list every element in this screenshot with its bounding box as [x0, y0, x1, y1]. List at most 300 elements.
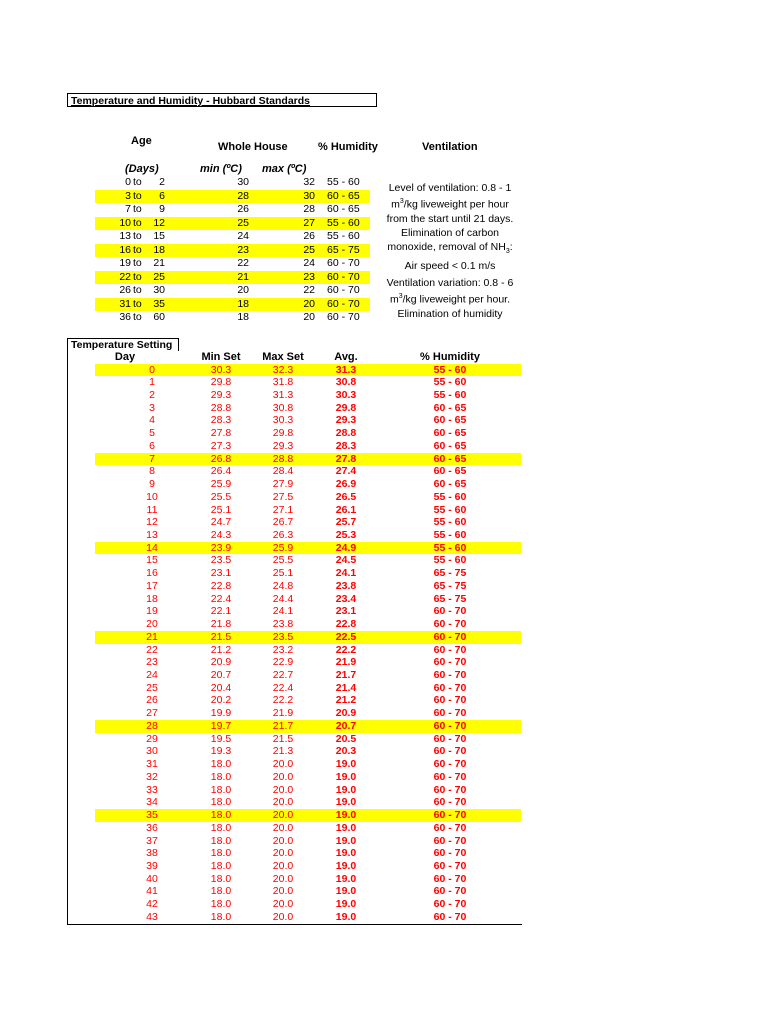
day-row — [95, 478, 521, 491]
humidity-cell: 60 - 70 — [433, 758, 467, 771]
max-temp: 22 — [303, 284, 315, 296]
day-row — [95, 516, 521, 529]
avg-cell: 19.0 — [335, 859, 357, 872]
age-row — [95, 244, 370, 257]
max-set-cell: 31.3 — [272, 388, 294, 401]
humidity-cell: 55 - 60 — [433, 528, 467, 541]
avg-cell: 25.3 — [335, 528, 357, 541]
vent-line: Air speed < 0.1 m/s — [404, 259, 496, 272]
humidity-cell: 60 - 70 — [433, 885, 467, 898]
humidity-cell: 60 - 70 — [433, 643, 467, 656]
day-row — [95, 529, 521, 542]
avg-cell: 23.1 — [335, 605, 357, 618]
to-label: to — [133, 257, 142, 269]
max-set-cell: 20.0 — [272, 847, 294, 860]
avg-cell: 27.8 — [335, 452, 357, 465]
day-cell: 27 — [146, 707, 158, 720]
humidity-cell: 60 - 70 — [433, 656, 467, 669]
day-cell: 22 — [146, 643, 158, 656]
day-row — [95, 885, 521, 898]
age-to: 6 — [159, 189, 165, 202]
day-row — [95, 860, 521, 873]
day-row — [95, 911, 521, 924]
humidity-range: 65 - 75 — [327, 243, 360, 256]
humidity-range: 55 - 60 — [327, 176, 360, 188]
to-label: to — [133, 203, 142, 215]
max-set-cell: 20.0 — [272, 796, 294, 809]
min-set-cell: 18.0 — [210, 821, 232, 834]
humidity-cell: 55 - 60 — [433, 363, 467, 376]
avg-cell: 22.5 — [335, 630, 357, 643]
humidity-cell: 55 - 60 — [433, 388, 467, 401]
min-set-cell: 21.2 — [210, 643, 232, 656]
age-header: Age — [131, 135, 152, 147]
max-set-cell: 30.8 — [272, 401, 294, 414]
max-temp: 32 — [303, 176, 315, 188]
age-from: 31 — [119, 297, 131, 310]
day-cell: 8 — [149, 465, 155, 478]
day-row — [95, 440, 521, 453]
age-row — [95, 230, 370, 243]
max-set-cell: 22.7 — [272, 669, 294, 682]
day-row — [95, 898, 521, 911]
max-set-cell: 22.2 — [272, 694, 294, 707]
age-to: 9 — [159, 203, 165, 215]
min-temp: 22 — [237, 257, 249, 269]
humidity-cell: 60 - 70 — [433, 847, 467, 860]
max-header: max (ºC) — [262, 163, 307, 175]
min-set-cell: 18.0 — [210, 872, 232, 885]
age-row — [95, 190, 370, 203]
humidity-range: 60 - 70 — [327, 270, 360, 283]
avg-cell: 29.8 — [335, 401, 357, 414]
humidity-header: % Humidity — [318, 141, 378, 153]
max-set-cell: 20.0 — [272, 809, 294, 822]
max-set-cell: 21.9 — [272, 707, 294, 720]
day-cell: 13 — [146, 528, 158, 541]
humidity-cell: 60 - 65 — [433, 414, 467, 427]
avg-cell: 24.1 — [335, 567, 357, 580]
to-label: to — [133, 230, 142, 242]
min-temp: 25 — [237, 216, 249, 229]
min-set-cell: 18.0 — [210, 809, 232, 822]
humidity-cell: 60 - 70 — [433, 618, 467, 631]
min-set-cell: 28.8 — [210, 401, 232, 414]
min-temp: 18 — [237, 297, 249, 310]
max-set-cell: 20.0 — [272, 910, 294, 923]
avg-cell: 31.3 — [335, 363, 357, 376]
day-cell: 2 — [149, 388, 155, 401]
max-temp: 23 — [303, 270, 315, 283]
max-set-cell: 32.3 — [272, 363, 294, 376]
day-cell: 5 — [149, 427, 155, 440]
avg-cell: 22.2 — [335, 643, 357, 656]
vent-line: $m^3/kg$ liveweight per hour. — [389, 293, 511, 306]
age-from: 0 — [125, 176, 131, 188]
max-set-cell: 22.9 — [272, 656, 294, 669]
max-set-cell: 20.0 — [272, 898, 294, 911]
section2-title: Temperature Setting — [67, 338, 179, 351]
day-row — [95, 669, 521, 682]
day-row — [95, 656, 521, 669]
max-set-cell: 20.0 — [272, 885, 294, 898]
vent-line: Level of ventilation: 0.8 - 1 — [388, 182, 512, 194]
age-to: 60 — [153, 311, 165, 323]
humidity-range: 60 - 70 — [327, 284, 360, 296]
day-cell: 35 — [146, 809, 158, 822]
day-cell: 21 — [146, 630, 158, 643]
day-row — [95, 771, 521, 784]
day-cell: 24 — [146, 669, 158, 682]
humidity-cell: 60 - 70 — [433, 796, 467, 809]
humidity-cell: 60 - 65 — [433, 439, 467, 452]
min-set-cell: 19.7 — [210, 719, 232, 732]
max-set-cell: 21.3 — [272, 745, 294, 758]
max-set-cell: 29.3 — [272, 439, 294, 452]
avg-cell: 20.5 — [335, 732, 357, 745]
age-from: 26 — [119, 284, 131, 296]
avg-cell: 24.9 — [335, 541, 357, 554]
day-row — [95, 682, 521, 695]
max-set-cell: 27.1 — [272, 503, 294, 516]
min-set-cell: 20.7 — [210, 669, 232, 682]
age-to: 2 — [159, 176, 165, 188]
day-cell: 15 — [146, 554, 158, 567]
max-set-cell: 25.9 — [272, 541, 294, 554]
age-from: 16 — [119, 243, 131, 256]
day-row — [95, 453, 521, 466]
day-row — [95, 694, 521, 707]
min-set-cell: 30.3 — [210, 363, 232, 376]
min-set-cell: 21.5 — [210, 630, 232, 643]
day-cell: 20 — [146, 618, 158, 631]
age-from: 19 — [119, 257, 131, 269]
avg-cell: 28.3 — [335, 439, 357, 452]
min-set-cell: 20.9 — [210, 656, 232, 669]
avg-cell: 22.8 — [335, 618, 357, 631]
max-set-cell: 20.0 — [272, 758, 294, 771]
day-cell: 14 — [146, 541, 158, 554]
humidity-cell: 60 - 70 — [433, 872, 467, 885]
humidity-cell: 65 - 75 — [433, 567, 467, 580]
humidity-cell: 60 - 65 — [433, 452, 467, 465]
avg-cell: 20.7 — [335, 719, 357, 732]
days-header: (Days) — [125, 163, 159, 175]
min-set-cell: 26.8 — [210, 452, 232, 465]
to-label: to — [133, 176, 142, 188]
day-cell: 4 — [149, 414, 155, 427]
avg-cell: 20.9 — [335, 707, 357, 720]
avg-header: Avg. — [334, 351, 358, 363]
humidity-cell: 60 - 70 — [433, 898, 467, 911]
day-cell: 23 — [146, 656, 158, 669]
day-row — [95, 491, 521, 504]
humidity-cell: 60 - 70 — [433, 681, 467, 694]
min-set-cell: 25.5 — [210, 490, 232, 503]
humidity-range: 60 - 70 — [327, 311, 360, 323]
humidity-range: 60 - 65 — [327, 203, 360, 215]
avg-cell: 19.0 — [335, 872, 357, 885]
max-temp: 26 — [303, 230, 315, 242]
age-from: 10 — [119, 216, 131, 229]
avg-cell: 30.3 — [335, 388, 357, 401]
day-row — [95, 554, 521, 567]
min-set-cell: 22.4 — [210, 592, 232, 605]
humidity-cell: 60 - 65 — [433, 427, 467, 440]
avg-cell: 23.4 — [335, 592, 357, 605]
day-row — [95, 847, 521, 860]
day-cell: 30 — [146, 745, 158, 758]
day-cell: 34 — [146, 796, 158, 809]
humidity-cell: 55 - 60 — [433, 516, 467, 529]
min-temp: 18 — [237, 311, 249, 323]
avg-cell: 19.0 — [335, 847, 357, 860]
day-cell: 12 — [146, 516, 158, 529]
max-set-cell: 24.1 — [272, 605, 294, 618]
day-row — [95, 364, 521, 377]
humidity-cell: 60 - 70 — [433, 910, 467, 923]
min-set-cell: 29.8 — [210, 376, 232, 389]
avg-cell: 19.0 — [335, 834, 357, 847]
min-set-cell: 29.3 — [210, 388, 232, 401]
vent-line: monoxide, removal of $NH_3$: — [387, 240, 513, 255]
avg-cell: 19.0 — [335, 885, 357, 898]
day-cell: 39 — [146, 859, 158, 872]
humidity-cell: 60 - 70 — [433, 834, 467, 847]
age-from: 36 — [119, 311, 131, 323]
min-set-cell: 24.7 — [210, 516, 232, 529]
day-cell: 1 — [149, 376, 155, 389]
max-set-cell: 20.0 — [272, 859, 294, 872]
day-cell: 37 — [146, 834, 158, 847]
humidity-cell: 60 - 70 — [433, 809, 467, 822]
humidity-cell: 60 - 70 — [433, 745, 467, 758]
age-from: 13 — [119, 230, 131, 242]
day-row — [95, 504, 521, 517]
min-set-cell: 28.3 — [210, 414, 232, 427]
age-to: 35 — [153, 297, 165, 310]
min-set-cell: 18.0 — [210, 847, 232, 860]
day-row — [95, 720, 521, 733]
age-row — [95, 298, 370, 311]
min-temp: 20 — [237, 284, 249, 296]
avg-cell: 19.0 — [335, 910, 357, 923]
min-set-cell: 20.2 — [210, 694, 232, 707]
humidity-range: 60 - 70 — [327, 297, 360, 310]
day-row — [95, 402, 521, 415]
max-set-cell: 25.5 — [272, 554, 294, 567]
min-set-cell: 19.3 — [210, 745, 232, 758]
avg-cell: 20.3 — [335, 745, 357, 758]
humidity-cell: 55 - 60 — [433, 490, 467, 503]
day-row — [95, 835, 521, 848]
min-set-cell: 18.0 — [210, 758, 232, 771]
min-set-cell: 25.9 — [210, 478, 232, 491]
min-temp: 23 — [237, 243, 249, 256]
whole-house-header: Whole House — [218, 141, 288, 153]
age-to: 30 — [153, 284, 165, 296]
day-row — [95, 542, 521, 555]
day-row — [95, 733, 521, 746]
avg-cell: 21.9 — [335, 656, 357, 669]
day-row — [95, 873, 521, 886]
max-set-cell: 20.0 — [272, 783, 294, 796]
avg-cell: 25.7 — [335, 516, 357, 529]
max-temp: 30 — [303, 189, 315, 202]
to-label: to — [133, 270, 142, 283]
max-set-cell: 31.8 — [272, 376, 294, 389]
min-temp: 28 — [237, 189, 249, 202]
max-set-cell: 30.3 — [272, 414, 294, 427]
humidity-range: 60 - 65 — [327, 189, 360, 202]
max-set-header: Max Set — [262, 351, 304, 363]
section1-title: Temperature and Humidity - Hubbard Standards — [67, 93, 377, 107]
min-set-cell: 18.0 — [210, 859, 232, 872]
avg-cell: 28.8 — [335, 427, 357, 440]
day-cell: 26 — [146, 694, 158, 707]
max-set-cell: 23.2 — [272, 643, 294, 656]
min-set-cell: 18.0 — [210, 783, 232, 796]
day-cell: 31 — [146, 758, 158, 771]
day-row — [95, 745, 521, 758]
day-cell: 33 — [146, 783, 158, 796]
humidity-cell: 60 - 70 — [433, 821, 467, 834]
day-row — [95, 707, 521, 720]
max-set-cell: 26.3 — [272, 528, 294, 541]
avg-cell: 19.0 — [335, 783, 357, 796]
humidity-cell: 60 - 70 — [433, 859, 467, 872]
day-row — [95, 784, 521, 797]
max-temp: 28 — [303, 203, 315, 215]
humidity-cell: 65 - 75 — [433, 592, 467, 605]
day-cell: 16 — [146, 567, 158, 580]
min-set-cell: 23.9 — [210, 541, 232, 554]
day-row — [95, 631, 521, 644]
max-temp: 24 — [303, 257, 315, 269]
max-set-cell: 27.9 — [272, 478, 294, 491]
ventilation-header: Ventilation — [422, 141, 478, 153]
day-row — [95, 593, 521, 606]
min-set-cell: 18.0 — [210, 898, 232, 911]
min-set-cell: 18.0 — [210, 796, 232, 809]
min-set-cell: 19.9 — [210, 707, 232, 720]
age-row — [95, 203, 370, 216]
to-label: to — [133, 311, 142, 323]
to-label: to — [133, 216, 142, 229]
max-set-cell: 21.5 — [272, 732, 294, 745]
humidity-cell: 60 - 70 — [433, 732, 467, 745]
avg-cell: 26.5 — [335, 490, 357, 503]
ventilation-notes — [382, 181, 518, 273]
age-row — [95, 284, 370, 297]
ventilation-variation-notes — [382, 276, 518, 321]
humidity-range: 55 - 60 — [327, 230, 360, 242]
day-cell: 3 — [149, 401, 155, 414]
day-cell: 17 — [146, 579, 158, 592]
max-temp: 25 — [303, 243, 315, 256]
day-cell: 7 — [149, 452, 155, 465]
avg-cell: 24.5 — [335, 554, 357, 567]
age-row — [95, 271, 370, 284]
min-header: min (ºC) — [200, 163, 242, 175]
day-cell: 25 — [146, 681, 158, 694]
day-header: Day — [114, 351, 136, 363]
day-cell: 28 — [146, 719, 158, 732]
humidity-cell: 60 - 70 — [433, 669, 467, 682]
day-row — [95, 567, 521, 580]
age-row — [95, 311, 370, 324]
age-to: 15 — [153, 230, 165, 242]
min-set-cell: 21.8 — [210, 618, 232, 631]
min-set-cell: 22.1 — [210, 605, 232, 618]
day-row — [95, 465, 521, 478]
day-row — [95, 822, 521, 835]
avg-cell: 27.4 — [335, 465, 357, 478]
day-cell: 0 — [149, 363, 155, 376]
humidity-cell: 60 - 65 — [433, 478, 467, 491]
day-cell: 6 — [149, 439, 155, 452]
humidity-cell: 60 - 70 — [433, 707, 467, 720]
avg-cell: 21.7 — [335, 669, 357, 682]
max-set-cell: 26.7 — [272, 516, 294, 529]
avg-cell: 29.3 — [335, 414, 357, 427]
max-set-cell: 28.4 — [272, 465, 294, 478]
avg-cell: 30.8 — [335, 376, 357, 389]
min-temp: 30 — [237, 176, 249, 188]
humidity-cell: 55 - 60 — [433, 541, 467, 554]
min-set-cell: 18.0 — [210, 885, 232, 898]
max-set-cell: 24.4 — [272, 592, 294, 605]
age-to: 18 — [153, 243, 165, 256]
age-to: 12 — [153, 216, 165, 229]
age-from: 22 — [119, 270, 131, 283]
day-row — [95, 389, 521, 402]
age-from: 3 — [125, 189, 131, 202]
min-temp: 24 — [237, 230, 249, 242]
humidity-cell: 55 - 60 — [433, 376, 467, 389]
day-row — [95, 644, 521, 657]
humidity-cell: 60 - 65 — [433, 401, 467, 414]
min-set-cell: 22.8 — [210, 579, 232, 592]
day-row — [95, 758, 521, 771]
humidity-range: 55 - 60 — [327, 216, 360, 229]
avg-cell: 19.0 — [335, 796, 357, 809]
humidity-cell: 60 - 70 — [433, 770, 467, 783]
avg-cell: 19.0 — [335, 770, 357, 783]
max-set-cell: 20.0 — [272, 821, 294, 834]
day-cell: 41 — [146, 885, 158, 898]
day-cell: 32 — [146, 770, 158, 783]
day-row — [95, 580, 521, 593]
min-set-cell: 18.0 — [210, 834, 232, 847]
max-temp: 27 — [303, 216, 315, 229]
min-set-cell: 18.0 — [210, 770, 232, 783]
avg-cell: 19.0 — [335, 821, 357, 834]
to-label: to — [133, 284, 142, 296]
humidity-range: 60 - 70 — [327, 257, 360, 269]
to-label: to — [133, 243, 142, 256]
min-set-cell: 27.3 — [210, 439, 232, 452]
day-row — [95, 427, 521, 440]
avg-cell: 19.0 — [335, 898, 357, 911]
max-set-cell: 25.1 — [272, 567, 294, 580]
avg-cell: 21.4 — [335, 681, 357, 694]
vent-line: Elimination of carbon — [400, 226, 500, 239]
day-cell: 19 — [146, 605, 158, 618]
min-set-cell: 18.0 — [210, 910, 232, 923]
day-row — [95, 605, 521, 618]
pct-humidity-header: % Humidity — [420, 351, 480, 363]
